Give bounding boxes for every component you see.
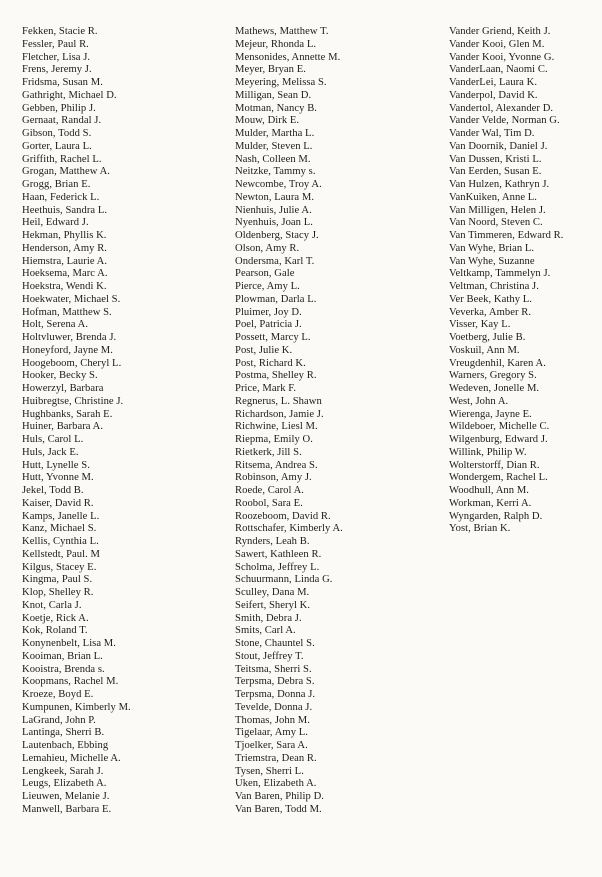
name-entry: Van Hulzen, Kathryn J. xyxy=(449,179,550,190)
name-entry: Poel, Patricia J. xyxy=(235,319,302,331)
name-entry: Wildeboer, Michelle C. xyxy=(449,421,550,433)
name-entry: Triemstra, Dean R. xyxy=(235,752,317,764)
name-entry: Tysen, Sherri L. xyxy=(235,765,304,777)
name-entry: Van Wyhe, Brian L. xyxy=(449,242,535,254)
name-entry: Griffith, Rachel L. xyxy=(22,153,102,165)
name-entry: Vreugdenhil, Karen A. xyxy=(449,357,546,369)
name-entry: Vander Wal, Tim D. xyxy=(449,128,535,139)
name-entry: Hoeksema, Marc A. xyxy=(22,268,108,280)
name-entry: Vander Kooi, Yvonne G. xyxy=(449,51,555,63)
name-entry: Kingma, Paul S. xyxy=(22,574,93,586)
name-entry: Richwine, Liesl M. xyxy=(235,421,318,433)
name-entry: Oldenberg, Stacy J. xyxy=(235,230,319,241)
name-entry: Wierenga, Jayne E. xyxy=(449,408,532,420)
name-entry: Hutt, Lynelle S. xyxy=(22,459,90,471)
name-entry: Van Dussen, Kristi L. xyxy=(449,153,542,165)
name-entry: Meyering, Melissa S. xyxy=(235,77,327,88)
name-entry: Rynders, Leah B. xyxy=(235,536,310,547)
name-entry: Fletcher, Lisa J. xyxy=(22,51,91,63)
name-column-2 xyxy=(235,26,343,817)
name-entry: Price, Mark F. xyxy=(235,383,297,394)
name-entry: Stone, Chauntel S. xyxy=(235,638,315,649)
name-entry: Smith, Debra J. xyxy=(235,612,302,624)
name-entry: Thomas, John M. xyxy=(235,714,310,726)
name-entry: Vander Kooi, Glen M. xyxy=(449,38,545,50)
name-entry: Van Doornik, Daniel J. xyxy=(449,140,548,152)
name-entry: Willink, Philip W. xyxy=(449,446,527,458)
name-entry: Frens, Jeremy J. xyxy=(22,64,92,76)
name-entry: Henderson, Amy R. xyxy=(22,242,108,254)
name-entry: Heethuis, Sandra L. xyxy=(22,204,108,216)
name-entry: Kooiman, Brian L. xyxy=(22,650,103,662)
name-entry: Mensonides, Annette M. xyxy=(235,51,341,63)
name-entry: Post, Julie K. xyxy=(235,344,293,356)
name-entry: Huibregtse, Christine J. xyxy=(22,395,124,407)
name-entry: Hutt, Yvonne M. xyxy=(22,472,94,484)
name-entry: Milligan, Sean D. xyxy=(235,89,312,101)
name-entry: Van Timmeren, Edward R. xyxy=(449,230,564,241)
name-entry: Rietkerk, Jill S. xyxy=(235,446,302,458)
name-entry: Vandertol, Alexander D. xyxy=(449,102,554,114)
name-entry: Visser, Kay L. xyxy=(449,319,511,331)
name-entry: Newton, Laura M. xyxy=(235,191,315,203)
name-entry: Nyenhuis, Joan L. xyxy=(235,217,313,229)
name-entry: Van Baren, Philip D. xyxy=(235,791,324,802)
name-entry: Kellstedt, Paul. M xyxy=(22,548,100,560)
name-entry: Voetberg, Julie B. xyxy=(449,332,526,343)
name-entry: Kilgus, Stacey E. xyxy=(22,561,97,573)
name-entry: Honeyford, Jayne M. xyxy=(22,344,113,356)
name-entry: Richardson, Jamie J. xyxy=(235,408,324,420)
name-entry: Manwell, Barbara E. xyxy=(22,803,112,815)
name-entry: Mouw, Dirk E. xyxy=(235,115,300,127)
name-entry: Mejeur, Rhonda L. xyxy=(235,38,317,50)
name-entry: Workman, Kerri A. xyxy=(449,497,532,509)
name-entry: Possett, Marcy L. xyxy=(235,332,311,343)
name-entry: Ondersma, Karl T. xyxy=(235,255,315,267)
name-entry: Warners, Gregory S. xyxy=(449,370,537,382)
name-entry: Hiemstra, Laurie A. xyxy=(22,255,108,267)
name-entry: Schuurmann, Linda G. xyxy=(235,574,333,586)
name-entry: Roozeboom, David R. xyxy=(235,510,331,522)
name-entry: Huls, Jack E. xyxy=(22,446,79,458)
name-entry: Terpsma, Debra S. xyxy=(235,676,315,688)
name-entry: LaGrand, John P. xyxy=(22,714,96,726)
name-entry: Hoogeboom, Cheryl L. xyxy=(22,357,122,369)
name-entry: Smits, Carl A. xyxy=(235,625,296,637)
name-entry: Plowman, Darla L. xyxy=(235,293,317,305)
name-entry: Lantinga, Sherri B. xyxy=(22,727,105,739)
name-entry: Gathright, Michael D. xyxy=(22,89,117,101)
name-entry: Jekel, Todd B. xyxy=(22,485,84,496)
name-entry: Grogan, Matthew A. xyxy=(22,166,110,178)
name-column-1 xyxy=(22,26,131,817)
name-entry: Uken, Elizabeth A. xyxy=(235,778,317,790)
name-entry: Koetje, Rick A. xyxy=(22,612,89,624)
name-entry: Lautenbach, Ebbing xyxy=(22,740,109,751)
name-entry: VanderLei, Laura K. xyxy=(449,77,538,88)
name-entry: Gernaat, Randal J. xyxy=(22,115,102,127)
name-entry: Gebben, Philip J. xyxy=(22,102,96,114)
name-entry: Klop, Shelley R. xyxy=(22,587,94,598)
name-entry: Vander Griend, Keith J. xyxy=(449,26,551,37)
name-entry: Hoekstra, Wendi K. xyxy=(22,281,107,292)
name-entry: Kamps, Janelle L. xyxy=(22,510,100,522)
name-entry: Sawert, Kathleen R. xyxy=(235,548,322,560)
name-entry: Veverka, Amber R. xyxy=(449,306,532,318)
name-entry: Regnerus, L. Shawn xyxy=(235,395,322,407)
name-entry: Hoekwater, Michael S. xyxy=(22,293,121,305)
name-entry: Post, Richard K. xyxy=(235,357,306,369)
name-entry: Knot, Carla J. xyxy=(22,599,82,611)
name-entry: Fessler, Paul R. xyxy=(22,38,89,50)
name-entry: Huls, Carol L. xyxy=(22,434,84,445)
name-entry: Postma, Shelley R. xyxy=(235,370,317,382)
name-entry: Pierce, Amy L. xyxy=(235,281,300,292)
name-entry: Kellis, Cynthia L. xyxy=(22,536,99,547)
name-entry: Fridsma, Susan M. xyxy=(22,77,103,88)
name-entry: Kooistra, Brenda s. xyxy=(22,663,105,675)
name-entry: Gibson, Todd S. xyxy=(22,128,92,139)
name-entry: Haan, Federick L. xyxy=(22,191,100,203)
name-entry: Van Noord, Steven C. xyxy=(449,217,543,229)
name-entry: West, John A. xyxy=(449,395,509,407)
name-entry: Koopmans, Rachel M. xyxy=(22,676,119,688)
name-entry: Pearson, Gale xyxy=(235,268,295,280)
name-entry: Rottschafer, Kimberly A. xyxy=(235,523,343,535)
name-entry: VanderLaan, Naomi C. xyxy=(449,64,548,76)
name-entry: Kok, Roland T. xyxy=(22,625,88,637)
name-entry: Stout, Jeffrey T. xyxy=(235,650,304,662)
name-entry: Woodhull, Ann M. xyxy=(449,485,529,496)
name-entry: Wedeven, Jonelle M. xyxy=(449,383,540,394)
name-entry: Meyer, Bryan E. xyxy=(235,64,306,76)
name-entry: Neitzke, Tammy s. xyxy=(235,166,316,178)
name-entry: Pluimer, Joy D. xyxy=(235,306,302,318)
name-entry: Veltkamp, Tammelyn J. xyxy=(449,268,551,280)
name-entry: Van Baren, Todd M. xyxy=(235,803,322,815)
name-entry: Kroeze, Boyd E. xyxy=(22,689,94,700)
name-entry: Robinson, Amy J. xyxy=(235,472,312,484)
name-entry: Kaiser, David R. xyxy=(22,497,94,509)
name-entry: Huiner, Barbara A. xyxy=(22,421,104,433)
name-entry: Hooker, Becky S. xyxy=(22,370,98,382)
name-entry: Scholma, Jeffrey L. xyxy=(235,561,320,573)
name-entry: Ver Beek, Kathy L. xyxy=(449,293,532,305)
name-entry: Lieuwen, Melanie J. xyxy=(22,791,110,802)
name-entry: Grogg, Brian E. xyxy=(22,179,91,190)
name-entry: VanKuiken, Anne L. xyxy=(449,191,537,203)
name-entry: Kanz, Michael S. xyxy=(22,523,97,535)
name-entry: Van Wyhe, Suzanne xyxy=(449,255,535,267)
name-entry: Roede, Carol A. xyxy=(235,485,305,496)
name-entry: Newcombe, Troy A. xyxy=(235,179,322,190)
name-entry: Wyngarden, Ralph D. xyxy=(449,510,543,522)
name-entry: Tjoelker, Sara A. xyxy=(235,740,308,751)
name-entry: Holtvluwer, Brenda J. xyxy=(22,332,117,343)
name-entry: Konynenbelt, Lisa M. xyxy=(22,638,116,649)
name-entry: Roobol, Sara E. xyxy=(235,497,303,509)
name-entry: Tevelde, Donna J. xyxy=(235,701,313,713)
name-entry: Wondergem, Rachel L. xyxy=(449,472,548,484)
name-entry: Nash, Colleen M. xyxy=(235,153,311,165)
name-entry: Fekken, Stacie R. xyxy=(22,26,98,37)
name-entry: Voskuil, Ann M. xyxy=(449,344,520,356)
name-entry: Wilgenburg, Edward J. xyxy=(449,434,548,445)
name-entry: Nienhuis, Julie A. xyxy=(235,204,312,216)
name-entry: Ritsema, Andrea S. xyxy=(235,459,318,471)
name-entry: Terpsma, Donna J. xyxy=(235,689,316,700)
name-entry: Hughbanks, Sarah E. xyxy=(22,408,113,420)
name-entry: Holt, Serena A. xyxy=(22,319,89,331)
name-entry: Olson, Amy R. xyxy=(235,242,300,254)
name-entry: Mathews, Matthew T. xyxy=(235,26,329,37)
name-column-3 xyxy=(449,26,563,536)
name-entry: Teitsma, Sherri S. xyxy=(235,663,312,675)
name-entry: Wolterstorff, Dian R. xyxy=(449,459,540,471)
name-entry: Sculley, Dana M. xyxy=(235,587,310,598)
name-entry: Mulder, Martha L. xyxy=(235,128,315,139)
name-entry: Veltman, Christina J. xyxy=(449,281,539,292)
name-entry: Hofman, Matthew S. xyxy=(22,306,112,318)
name-entry: Van Eerden, Susan E. xyxy=(449,166,542,178)
name-entry: Hekman, Phyllis K. xyxy=(22,230,107,241)
name-entry: Tigelaar, Amy L. xyxy=(235,727,308,739)
name-entry: Vanderpol, David K. xyxy=(449,89,538,101)
name-entry: Seifert, Sheryl K. xyxy=(235,599,311,611)
name-entry: Lemahieu, Michelle A. xyxy=(22,752,121,764)
name-entry: Kumpunen, Kimberly M. xyxy=(22,701,131,713)
name-entry: Leugs, Elizabeth A. xyxy=(22,778,107,790)
name-entry: Van Milligen, Helen J. xyxy=(449,204,546,216)
name-entry: Motman, Nancy B. xyxy=(235,102,318,114)
name-entry: Howerzyl, Barbara xyxy=(22,383,104,394)
name-entry: Mulder, Steven L. xyxy=(235,140,313,152)
name-entry: Riepma, Emily O. xyxy=(235,434,313,445)
name-entry: Vander Velde, Norman G. xyxy=(449,115,560,127)
name-entry: Heil, Edward J. xyxy=(22,217,89,229)
name-entry: Yost, Brian K. xyxy=(449,523,511,535)
name-entry: Gorter, Laura L. xyxy=(22,140,92,152)
name-entry: Lengkeek, Sarah J. xyxy=(22,765,104,777)
